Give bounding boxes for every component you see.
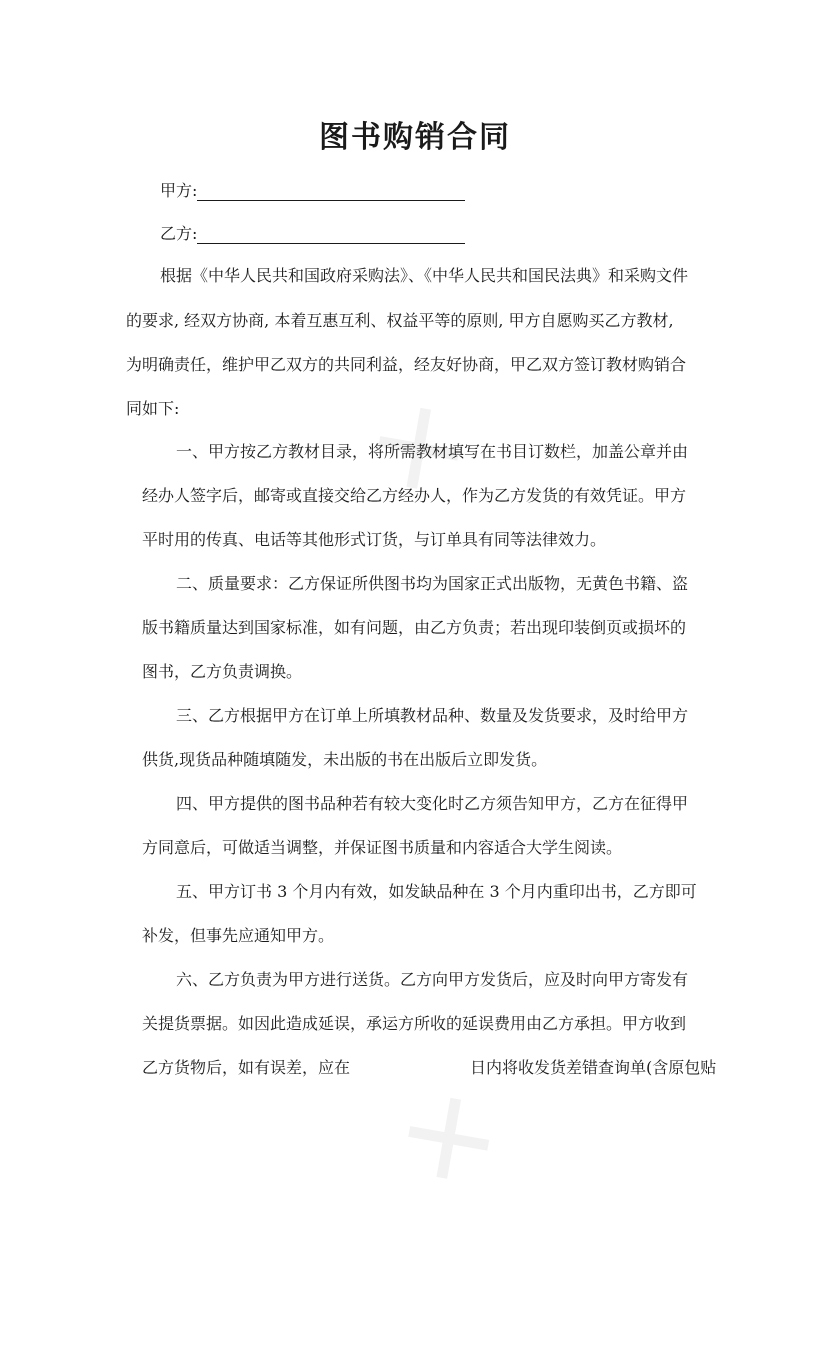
party-a-field [160, 180, 465, 201]
clause-line: 五、甲方订书 3 个月内有效，如发缺品种在 3 个月内重印出书，乙方即可 [176, 882, 697, 901]
clause-line: 补发，但事先应通知甲方。 [142, 926, 335, 945]
clause-line: 方同意后，可做适当调整，并保证图书质量和内容适合大学生阅读。 [142, 838, 623, 857]
clause-line: 一、甲方按乙方教材目录，将所需教材填写在书目订数栏，加盖公章并由 [176, 442, 689, 461]
clause-line: 版书籍质量达到国家标准，如有问题，由乙方负责；若出现印装倒页或损坏的 [142, 618, 687, 637]
party-b-blank [197, 223, 465, 244]
party-b-label: 乙方: [160, 224, 198, 243]
clause-line: 供货,现货品种随填随发，未出版的书在出版后立即发货。 [142, 750, 548, 769]
paragraph-line: 为明确责任，维护甲乙双方的共同利益，经友好协商，甲乙双方签订教材购销合 [126, 355, 687, 374]
clause-line-part: 乙方货物后，如有误差，应在 [142, 1058, 351, 1077]
clause-line: 经办人签字后，邮寄或直接交给乙方经办人，作为乙方发货的有效凭证。甲方 [142, 486, 687, 505]
clause-line: 二、质量要求：乙方保证所供图书均为国家正式出版物，无黄色书籍、盗 [176, 574, 689, 593]
watermark-graphic: ✕ [345, 371, 495, 529]
clause-line: 六、乙方负责为甲方进行送货。乙方向甲方发货后，应及时向甲方寄发有 [176, 970, 689, 989]
party-b-field [160, 223, 465, 244]
party-a-blank [197, 180, 465, 201]
clause-line: 图书，乙方负责调换。 [142, 662, 303, 681]
page-title: 图书购销合同 [319, 120, 511, 155]
paragraph-line: 的要求, 经双方协商, 本着互惠互利、权益平等的原则, 甲方自愿购买乙方教材, [126, 311, 674, 330]
clause-line: 关提货票据。如因此造成延误，承运方所收的延误费用由乙方承担。甲方收到 [142, 1014, 687, 1033]
paragraph-line: 同如下: [126, 399, 180, 418]
clause-line: 四、甲方提供的图书品种若有较大变化时乙方须告知甲方，乙方在征得甲 [176, 794, 689, 813]
paragraph-line: 根据《中华人民共和国政府采购法》、《中华人民共和国民法典》和采购文件 [160, 266, 689, 285]
watermark-graphic: ✕ [375, 1061, 525, 1219]
clause-line [142, 1058, 716, 1078]
clause-line: 平时用的传真、电话等其他形式订货，与订单具有同等法律效力。 [142, 530, 607, 549]
party-a-label: 甲方: [160, 181, 198, 200]
clause-line-part: 日内将收发货差错查询单(含原包贴 [470, 1058, 717, 1077]
clause-line: 三、乙方根据甲方在订单上所填教材品种、数量及发货要求，及时给甲方 [176, 706, 689, 725]
